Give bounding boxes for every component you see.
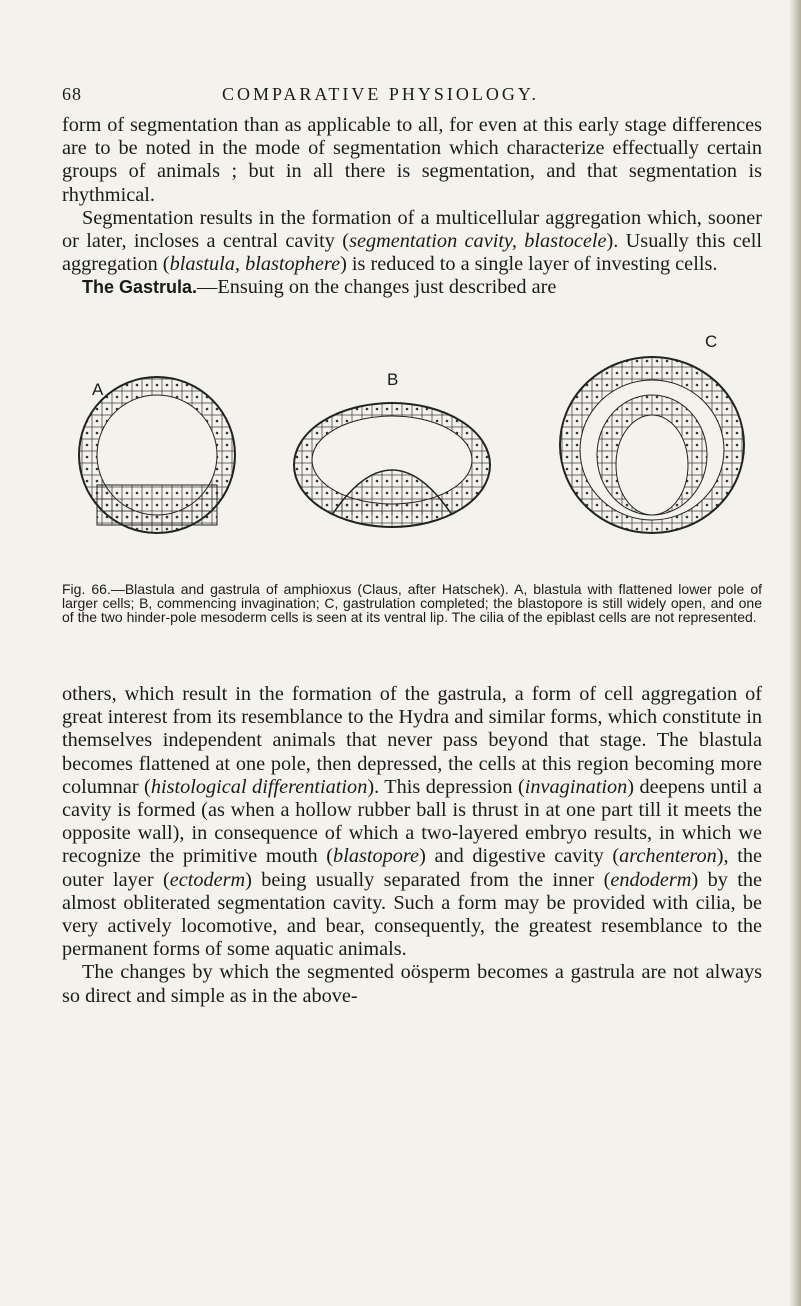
figure-caption: Fig. 66.—Blastula and gastrula of amphioxus (Claus, after Hatschek). A, blastula with flattened lower pole of larger cells; B, commencing invagination; C, gastrulation completed; the blastopore is still widely open, and one of the two hinder-pole mesoderm cells is seen at its ventral lip. The cilia of the epiblast cells are not represented. — [62, 581, 762, 625]
paragraph-gastrula-intro — [62, 276, 762, 299]
paragraph-gastrula-formation — [62, 683, 762, 961]
text-run: others, which result in the formation of the gastrula, a form of cell aggregation of great interest from its resemblance to the Hydra and similar forms, which constitute in themselves independent animals that never pass beyond that stage. The blastula becomes flattened at one pole, then depressed, the cells at this region becoming more columnar ( — [62, 683, 762, 798]
paragraph-segmentation-forms: form of segmentation than as applicable to all, for even at this early stage differences are to be noted in the mode of segmentation which characterize effectually certain groups of animals ; but in all there is segmentation, and that segmentation is rhythmical. — [62, 114, 762, 206]
italic-term: endoderm — [610, 868, 692, 891]
text-run: ) deepens until a cavity is formed (as when a hollow rubber ball is thrust in at one part till it meets the opposite wall), in consequence of which a two-layered embryo results, in which we recognize the primitive mouth ( — [62, 775, 762, 868]
gastrula-b-drawing — [294, 403, 490, 527]
text-run: Segmentation results in the formation of a multicellular aggregation which, sooner or later, incloses a central cavity ( — [62, 206, 762, 253]
italic-term: ectoderm — [169, 868, 246, 891]
italic-term: blastula, blastophere — [169, 253, 341, 276]
bottom-text-block — [62, 683, 762, 1008]
text-run: —Ensuing on the changes just described are — [197, 276, 557, 299]
paragraph-oosperm-changes: The changes by which the segmented oösperm becomes a gastrula are not always so direct and simple as in the above- — [62, 961, 762, 1007]
page-header — [62, 84, 762, 114]
gastrula-c-drawing — [560, 357, 744, 533]
text-run: ) being usually separated from the inner ( — [245, 868, 611, 891]
paragraph-multicellular-aggregation — [62, 207, 762, 277]
section-heading-gastrula: The Gastrula. — [82, 277, 198, 298]
italic-term: histological differentiation — [150, 775, 368, 798]
text-run: ), the outer layer ( — [62, 845, 762, 891]
top-text-block — [62, 114, 762, 300]
italic-term: blastopore — [333, 845, 420, 868]
blastula-a-drawing — [79, 377, 235, 533]
text-run: ). Usually this cell aggregation ( — [62, 230, 763, 276]
figure-illustration — [62, 355, 762, 535]
text-run: ). This depression ( — [367, 775, 525, 798]
text-run: ) by the almost obliterated segmentation cavity. Such a form may be provided with cilia, be very actively locomotive, and bear, consequently, the greatest resemblance to the permanent forms of some aquatic animals. — [62, 868, 762, 961]
italic-term: archenteron — [619, 845, 717, 868]
text-run: ) is reduced to a single layer of investing cells. — [340, 253, 718, 276]
text-run: ) and digestive cavity ( — [419, 845, 620, 868]
figure-label-c: C — [705, 332, 718, 351]
figure-label-b: B — [387, 370, 399, 389]
figure-label-a: A — [92, 380, 104, 399]
italic-term: segmentation cavity, blastocele — [349, 230, 607, 253]
page-edge-shadow — [789, 0, 801, 1306]
running-title: COMPARATIVE PHYSIOLOGY. — [222, 84, 540, 104]
page-number: 68 — [62, 84, 82, 104]
italic-term: invagination — [524, 775, 628, 798]
